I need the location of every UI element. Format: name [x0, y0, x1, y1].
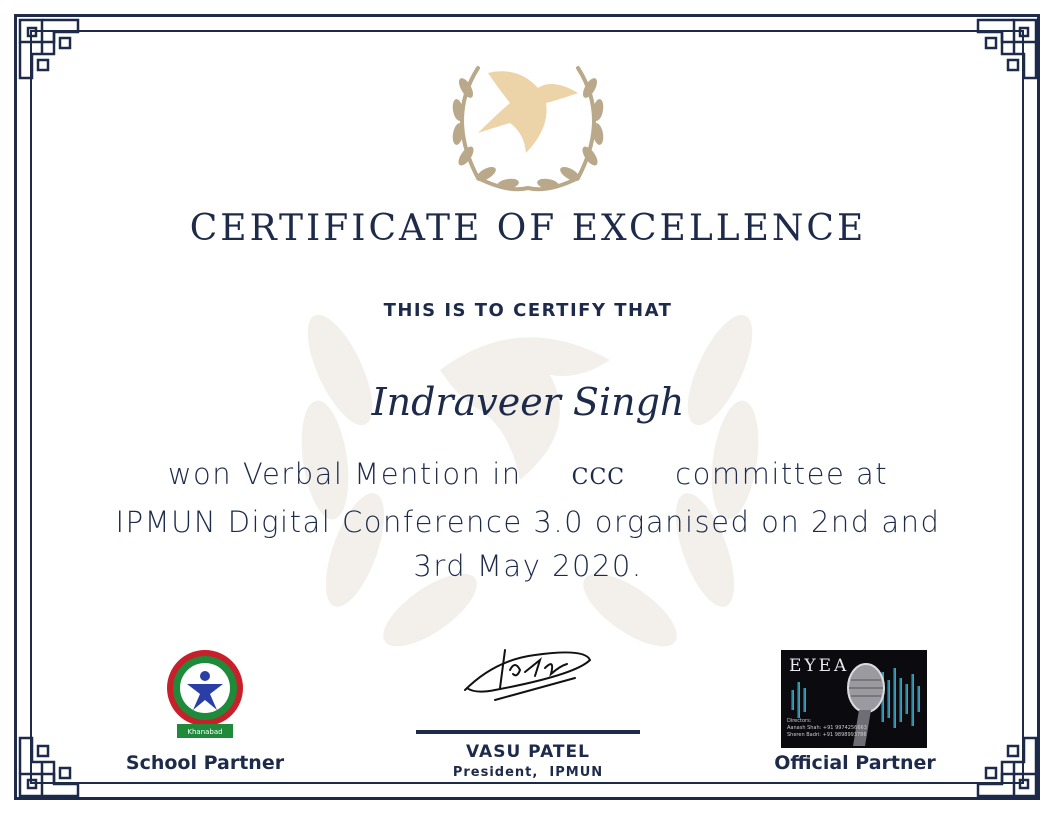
- signature-image: [455, 630, 600, 720]
- body-line-1: [40, 452, 1016, 500]
- official-logo-text: EYEA: [789, 656, 850, 676]
- official-logo-small-line: Sheren Badri: +91 9898993786: [787, 732, 867, 738]
- official-logo-small-text: [787, 718, 867, 739]
- signature-line: [416, 730, 640, 734]
- dove-laurel-emblem-icon: [438, 48, 618, 198]
- school-partner-logo: [165, 648, 245, 744]
- signatory-title: President, IPMUN: [452, 765, 604, 780]
- school-logo-text: Khanabad: [187, 728, 223, 736]
- certificate-subtitle: THIS IS TO CERTIFY THAT: [383, 300, 673, 321]
- body-line-2: IPMUN Digital Conference 3.0 organised on 2nd and: [115, 505, 941, 539]
- signatory-name: VASU PATEL: [466, 742, 590, 762]
- corner-ornament-top-right: [960, 14, 1042, 96]
- body-line-1-before: won Verbal Mention in: [167, 457, 522, 491]
- corner-ornament-bottom-right: [960, 720, 1042, 802]
- official-partner-logo: [781, 650, 927, 748]
- official-logo-small-line: Aanash Shah: +91 9974256663: [787, 725, 867, 731]
- school-partner-label: School Partner: [125, 752, 285, 774]
- recipient-name: Indraveer Singh: [371, 380, 685, 424]
- body-line-3: 3rd May 2020.: [413, 549, 643, 583]
- official-partner-label: Official Partner: [774, 752, 936, 774]
- body-line-1-after: committee at: [675, 457, 889, 491]
- official-logo-small-line: Directors:: [787, 718, 812, 724]
- committee-name: CCC: [571, 465, 626, 490]
- certificate-title: CERTIFICATE OF EXCELLENCE: [189, 208, 867, 249]
- certificate-body: [40, 452, 1016, 588]
- corner-ornament-top-left: [14, 14, 96, 96]
- corner-ornament-bottom-left: [14, 720, 96, 802]
